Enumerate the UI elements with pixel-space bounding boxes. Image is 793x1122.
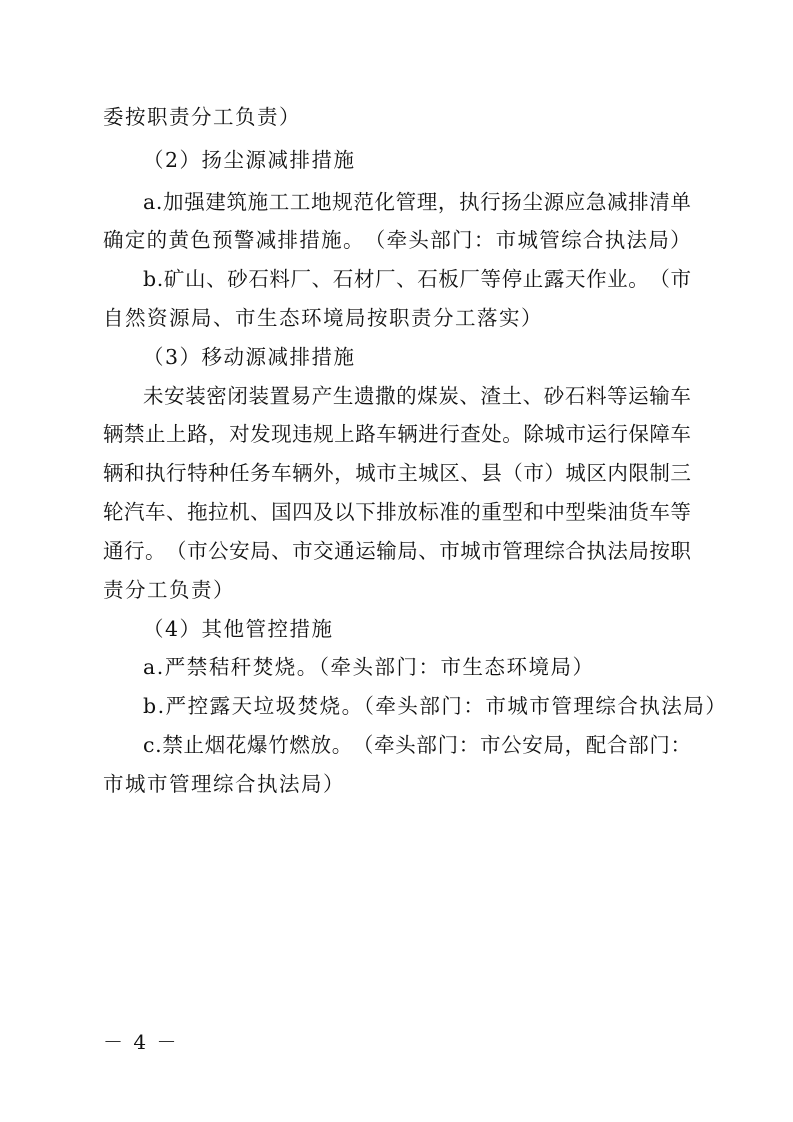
text-char: 筑 — [226, 190, 247, 214]
text-char: 部 — [430, 228, 451, 252]
text-char: 装 — [185, 384, 206, 408]
text-char: 局 — [397, 539, 418, 563]
text-char: 配 — [585, 733, 607, 757]
text-line — [103, 225, 691, 255]
text-char: 障 — [649, 422, 670, 446]
text-char: 预 — [212, 228, 233, 252]
text-char: 规 — [332, 190, 353, 214]
text-char: 石 — [417, 267, 438, 291]
text-char: 排 — [376, 500, 397, 524]
text-char: 种 — [208, 461, 229, 485]
text-char: 置 — [269, 384, 291, 408]
text-char: 型 — [502, 500, 523, 524]
text-char: 等 — [607, 384, 628, 408]
text-char: 行 — [607, 422, 628, 446]
text-char: 下 — [355, 500, 376, 524]
text-char: 、 — [311, 267, 333, 291]
text-char: 、 — [396, 267, 417, 291]
text-char: 。 — [145, 539, 166, 563]
text-char: 查 — [460, 422, 481, 446]
text-char: 车 — [376, 422, 397, 446]
text-char: 制 — [649, 461, 670, 485]
text-char: 头 — [395, 733, 416, 757]
text-char: 市 — [481, 539, 502, 563]
text-char: 、 — [459, 384, 480, 408]
text-char: 特 — [187, 461, 208, 485]
text-char: 车 — [670, 384, 691, 408]
text-char: 、 — [522, 384, 544, 408]
text-char: 行 — [480, 190, 501, 214]
text-char: 辆 — [103, 461, 124, 485]
text-char: 法 — [607, 539, 628, 563]
text-char: 单 — [670, 190, 691, 214]
text-char: 范 — [353, 190, 374, 214]
text-char: 急 — [585, 190, 607, 214]
text-char: 标 — [418, 500, 439, 524]
text-char: 理 — [523, 539, 544, 563]
text-char: 、 — [250, 500, 271, 524]
text-char: 行 — [124, 539, 145, 563]
text-char: . — [156, 267, 164, 291]
text-char: 轮 — [103, 500, 124, 524]
text-char: 发 — [250, 422, 271, 446]
text-char: 交 — [313, 539, 334, 563]
text-char: 、 — [418, 539, 439, 563]
text-char: 进 — [418, 422, 439, 446]
text-char: 易 — [290, 384, 312, 408]
text-char: 局 — [250, 539, 271, 563]
text-char: 化 — [374, 190, 395, 214]
text-char: 安 — [229, 539, 250, 563]
text-char: 石 — [248, 267, 269, 291]
text-char: 管 — [539, 228, 560, 252]
text-char: 部 — [628, 733, 649, 757]
text-char: 货 — [628, 500, 649, 524]
text-char: 现 — [271, 422, 292, 446]
text-char: 理 — [416, 190, 438, 214]
text-char: 和 — [124, 461, 145, 485]
text-line — [143, 187, 691, 217]
text-char: 区 — [439, 461, 460, 485]
text-char: 上 — [166, 422, 187, 446]
text-char: 辆 — [397, 422, 418, 446]
text-char: 限 — [628, 461, 649, 485]
text-char: ： — [670, 733, 691, 757]
text-char: 管 — [395, 190, 417, 214]
text-char: 竹 — [268, 733, 289, 757]
text-char: 色 — [190, 228, 211, 252]
text-line — [103, 536, 691, 566]
text-char: 爆 — [247, 733, 268, 757]
text-char: 石 — [564, 384, 586, 408]
text-char: 等 — [670, 500, 691, 524]
text-char: 山 — [184, 267, 206, 291]
text-char: 放 — [310, 733, 332, 757]
text-char: 撒 — [375, 384, 396, 408]
text-char: 按 — [649, 539, 670, 563]
text-char: 市 — [479, 733, 501, 757]
text-char: 部 — [416, 733, 437, 757]
text-char: 局 — [628, 539, 649, 563]
text-char: 停 — [501, 267, 523, 291]
text-char: 遗 — [353, 384, 375, 408]
text-char: 确 — [103, 228, 124, 252]
text-char: 产 — [311, 384, 333, 408]
text-char: 止 — [522, 267, 544, 291]
text-char: 安 — [164, 384, 185, 408]
text-char: 合 — [582, 228, 604, 252]
text-char: 警 — [233, 228, 255, 252]
text-char: 未 — [143, 384, 164, 408]
section-heading: （2）扬尘源减排措施 — [143, 148, 356, 172]
text-char: 砂 — [227, 267, 248, 291]
text-char: 车 — [145, 500, 166, 524]
text-char: 渣 — [480, 384, 501, 408]
text-char: 市 — [495, 228, 517, 252]
text-char: 土 — [501, 384, 523, 408]
text-char: 执 — [145, 461, 166, 485]
text-char: 应 — [564, 190, 586, 214]
text-char: 县 — [481, 461, 502, 485]
text-char: 机 — [229, 500, 250, 524]
text-char: 车 — [649, 500, 670, 524]
text-char: 措 — [299, 228, 320, 252]
text-char: 车 — [271, 461, 292, 485]
text-char: 市 — [292, 539, 313, 563]
text-char: 止 — [183, 733, 205, 757]
text-char: 汽 — [124, 500, 145, 524]
text-char: 闭 — [227, 384, 248, 408]
text-char: 料 — [585, 384, 607, 408]
text-char: 管 — [502, 539, 523, 563]
text-char: 市 — [187, 539, 208, 563]
text-char: 及 — [313, 500, 334, 524]
text-char: 。 — [502, 422, 523, 446]
text-char: 辆 — [292, 461, 313, 485]
text-char: 车 — [670, 422, 691, 446]
text-line: 委按职责分工负责） — [103, 105, 301, 129]
text-char: 局 — [543, 733, 564, 757]
page-number: － 4 － — [103, 1030, 179, 1054]
text-char: 通 — [334, 539, 355, 563]
text-char: 加 — [163, 190, 184, 214]
text-char: （ — [166, 539, 187, 563]
text-char: 施 — [247, 190, 269, 214]
text-char: 安 — [522, 733, 543, 757]
text-char: 外 — [313, 461, 334, 485]
text-char: 材 — [353, 267, 375, 291]
text-char: 工 — [289, 190, 311, 214]
text-char: ， — [208, 422, 229, 446]
text-char: 等 — [480, 267, 502, 291]
text-char: 辆 — [103, 422, 124, 446]
text-char: 炭 — [438, 384, 459, 408]
text-char: 处 — [481, 422, 502, 446]
text-char: 合 — [606, 733, 628, 757]
text-char: 城 — [565, 461, 586, 485]
text-char: 料 — [269, 267, 290, 291]
text-char: 局 — [648, 228, 669, 252]
text-char: 路 — [187, 422, 208, 446]
text-char: 减 — [607, 190, 628, 214]
text-char: 行 — [439, 422, 460, 446]
text-char: 排 — [277, 228, 298, 252]
text-char: 执 — [586, 539, 607, 563]
text-char: 重 — [481, 500, 502, 524]
text-char: 施 — [321, 228, 342, 252]
text-char: 强 — [184, 190, 205, 214]
text-char: 建 — [205, 190, 226, 214]
text-char: 市 — [565, 422, 586, 446]
text-char: 燃 — [289, 733, 310, 757]
text-char: 工 — [268, 190, 290, 214]
text-char: 规 — [313, 422, 334, 446]
text-char: 天 — [564, 267, 586, 291]
text-char: 厂 — [374, 267, 396, 291]
text-line — [103, 419, 691, 449]
text-char: （ — [649, 267, 670, 291]
text-char: 拖 — [187, 500, 208, 524]
text-line — [143, 381, 691, 411]
text-char: 职 — [670, 539, 691, 563]
text-char: ） — [670, 228, 691, 252]
text-char: . — [155, 190, 163, 214]
section-heading: （4）其他管控措施 — [143, 617, 334, 641]
text-char: 综 — [544, 539, 565, 563]
text-char: 禁 — [162, 733, 183, 757]
section-heading: （3）移动源减排措施 — [143, 345, 356, 369]
text-line — [103, 458, 691, 488]
text-char: 任 — [229, 461, 250, 485]
text-line: 市城市管理综合执法局） — [103, 772, 345, 796]
text-char: 综 — [561, 228, 582, 252]
text-char: 市 — [523, 461, 544, 485]
text-char: 准 — [439, 500, 460, 524]
text-char: b — [143, 267, 157, 291]
text-char: . — [155, 733, 162, 757]
text-char: 对 — [229, 422, 250, 446]
text-char: 公 — [501, 733, 522, 757]
text-char: ： — [473, 228, 495, 252]
text-char: 装 — [248, 384, 269, 408]
text-char: 行 — [166, 461, 187, 485]
text-line — [103, 497, 691, 527]
text-char: 放 — [397, 500, 418, 524]
text-char: 地 — [311, 190, 332, 214]
text-char: 减 — [255, 228, 277, 252]
text-char: 门 — [649, 733, 670, 757]
text-char: 生 — [332, 384, 354, 408]
text-char: 城 — [517, 228, 538, 252]
text-char: 市 — [376, 461, 397, 485]
text-char: 、 — [460, 461, 481, 485]
text-char: 运 — [355, 539, 376, 563]
text-char: 排 — [628, 190, 649, 214]
text-char: 、 — [206, 267, 227, 291]
text-char: 路 — [355, 422, 376, 446]
text-char: 止 — [145, 422, 166, 446]
text-char: ， — [564, 733, 586, 757]
text-char: 黄 — [168, 228, 189, 252]
text-char: 四 — [292, 500, 313, 524]
text-char: （ — [352, 733, 374, 757]
text-char: 内 — [607, 461, 628, 485]
text-char: 柴 — [586, 500, 607, 524]
text-char: 牵 — [374, 733, 395, 757]
text-char: 公 — [208, 539, 229, 563]
text-char: 定 — [124, 228, 146, 252]
text-line — [143, 264, 691, 294]
text-char: 。 — [628, 267, 649, 291]
text-char: 国 — [271, 500, 292, 524]
text-char: 除 — [523, 422, 544, 446]
text-char: 头 — [408, 228, 429, 252]
text-char: 牵 — [386, 228, 408, 252]
text-char: 的 — [146, 228, 168, 252]
text-char: 源 — [543, 190, 565, 214]
text-char: 型 — [565, 500, 586, 524]
text-char: 保 — [628, 422, 649, 446]
text-char: 以 — [334, 500, 355, 524]
text-char: 油 — [607, 500, 628, 524]
text-line: b.严控露天垃圾焚烧。（牵头部门：市城市管理综合执法局） — [143, 694, 728, 718]
text-char: 市 — [439, 539, 460, 563]
text-char: 运 — [586, 422, 607, 446]
text-char: 违 — [292, 422, 313, 446]
text-char: 石 — [332, 267, 354, 291]
text-char: 主 — [397, 461, 418, 485]
text-char: 。 — [342, 228, 364, 252]
text-char: 运 — [628, 384, 649, 408]
text-line: 自然资源局、市生态环境局按职责分工落实） — [103, 306, 543, 330]
text-char: （ — [364, 228, 386, 252]
text-char: 砂 — [543, 384, 565, 408]
text-char: ） — [544, 461, 565, 485]
text-char: 矿 — [163, 267, 185, 291]
text-char: 法 — [626, 228, 647, 252]
text-char: 、 — [271, 539, 292, 563]
text-char: 的 — [460, 500, 481, 524]
text-char: 上 — [334, 422, 355, 446]
text-line — [143, 730, 691, 760]
text-char: 输 — [376, 539, 397, 563]
text-char: 城 — [418, 461, 439, 485]
text-char: 门 — [437, 733, 459, 757]
text-char: 城 — [544, 422, 565, 446]
text-char: 门 — [452, 228, 473, 252]
text-char: ： — [458, 733, 480, 757]
text-char: 露 — [543, 267, 565, 291]
text-char: a — [143, 190, 156, 214]
text-char: 拉 — [208, 500, 229, 524]
text-char: 禁 — [124, 422, 145, 446]
text-char: 。 — [331, 733, 353, 757]
text-char: 务 — [250, 461, 271, 485]
text-char: c — [143, 733, 155, 757]
text-char: 花 — [225, 733, 247, 757]
text-char: 厂 — [290, 267, 312, 291]
text-char: 执 — [459, 190, 480, 214]
text-char: 煤 — [417, 384, 438, 408]
text-char: 的 — [396, 384, 417, 408]
text-char: 板 — [438, 267, 459, 291]
text-char: 市 — [670, 267, 691, 291]
text-char: 密 — [206, 384, 227, 408]
text-char: 三 — [670, 461, 691, 485]
text-char: 区 — [586, 461, 607, 485]
text-char: 业 — [607, 267, 628, 291]
text-char: ， — [334, 461, 355, 485]
text-char: 、 — [166, 500, 187, 524]
text-char: 城 — [355, 461, 376, 485]
text-line: a.严禁秸秆焚烧。（牵头部门：市生态环境局） — [143, 655, 595, 679]
text-char: 烟 — [204, 733, 226, 757]
text-char: （ — [502, 461, 523, 485]
text-char: 合 — [565, 539, 586, 563]
text-line: 责分工负责） — [103, 578, 235, 602]
text-char: 厂 — [459, 267, 480, 291]
text-char: 中 — [544, 500, 565, 524]
text-char: ， — [437, 190, 459, 214]
text-char: 执 — [604, 228, 626, 252]
text-char: 清 — [649, 190, 670, 214]
text-char: 通 — [103, 539, 124, 563]
text-char: 和 — [523, 500, 544, 524]
text-char: 城 — [460, 539, 481, 563]
text-char: 尘 — [522, 190, 543, 214]
text-char: 输 — [649, 384, 670, 408]
text-char: 作 — [586, 267, 607, 291]
text-char: 扬 — [501, 190, 522, 214]
